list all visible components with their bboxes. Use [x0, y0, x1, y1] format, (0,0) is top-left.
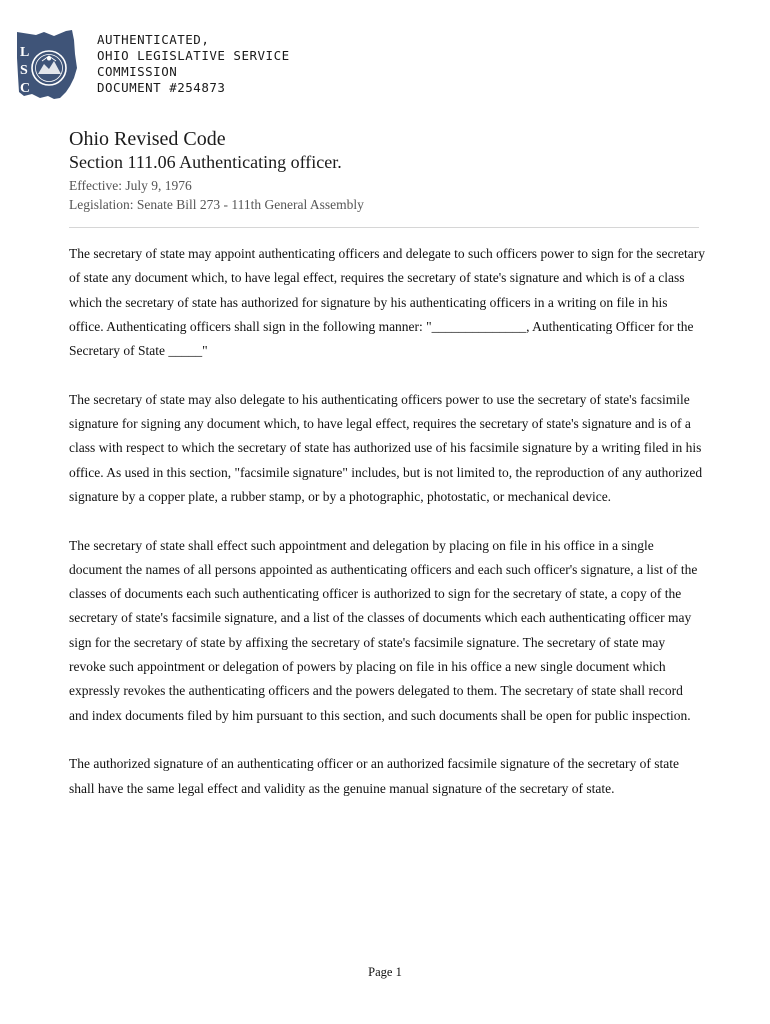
- paragraph: The secretary of state may also delegate to his authenticating officers power to use the secretary of state's facsimile signature for signing any document which, to have legal effect, requires the secretary of state's signature and is of a class with respect to which the secretary of state has authorized use of his facsimile signature by a writing filed in his office. As used in this section, "facsimile signature" includes, but is not limited to, the reproduction of any authorized signature by a copper plate, a rubber stamp, or by a photographic, photostatic, or mechanical device.: [69, 391, 703, 504]
- document-number: DOCUMENT #254873: [97, 80, 226, 95]
- ohio-state-seal-logo: [14, 28, 86, 102]
- paragraph: The authorized signature of an authenticating officer or an authorized facsimile signature of the secretary of state shall have the same legal effect and validity as the genuine manual signature of the secretary of state.: [69, 756, 679, 796]
- page-number: Page 1: [368, 965, 402, 979]
- authentication-line: AUTHENTICATED,: [97, 32, 210, 47]
- svg-text:C: C: [20, 81, 31, 96]
- svg-text:S: S: [20, 63, 28, 78]
- authentication-line: OHIO LEGISLATIVE SERVICE: [97, 48, 290, 63]
- svg-text:L: L: [20, 45, 30, 60]
- code-title: Ohio Revised Code: [69, 128, 226, 150]
- effective-date: Effective: July 9, 1976: [69, 178, 192, 193]
- header-divider: [69, 227, 699, 228]
- section-title: Section 111.06 Authenticating officer.: [69, 152, 342, 172]
- legislation-line: Legislation: Senate Bill 273 - 111th General Assembly: [69, 197, 364, 212]
- authentication-line: COMMISSION: [97, 64, 178, 79]
- authentication-block: [97, 32, 290, 96]
- paragraph: The secretary of state shall effect such appointment and delegation by placing on file in his office in a single document the names of all persons appointed as authenticating officers and each such officer's signature, a list of the classes of documents each such authenticating officer is authorized to sign for the secretary of state, a copy of the secretary of state's facsimile signature, and a list of the classes of documents which each authenticating officer may sign for the secretary of state by affixing the secretary of state's facsimile signature. The secretary of state may revoke such appointment or delegation of powers by placing on file in his office a new single document which expressly revokes the authenticating officers and the powers delegated to them. The secretary of state shall record and index documents filed by him pursuant to this section, and such documents shall be open for public inspection.: [69, 537, 698, 723]
- paragraph: The secretary of state may appoint authenticating officers and delegate to such officers power to sign for the secretary of state any document which, to have legal effect, requires the secretary of state's signature and which is of a class which the secretary of state has authorized for signature by his authenticating officers in a writing on file in his office. Authenticating officers shall sign in the following manner: "______________, Authenticating Officer for the Secretary of State _____": [69, 246, 706, 359]
- section-body: [69, 242, 705, 825]
